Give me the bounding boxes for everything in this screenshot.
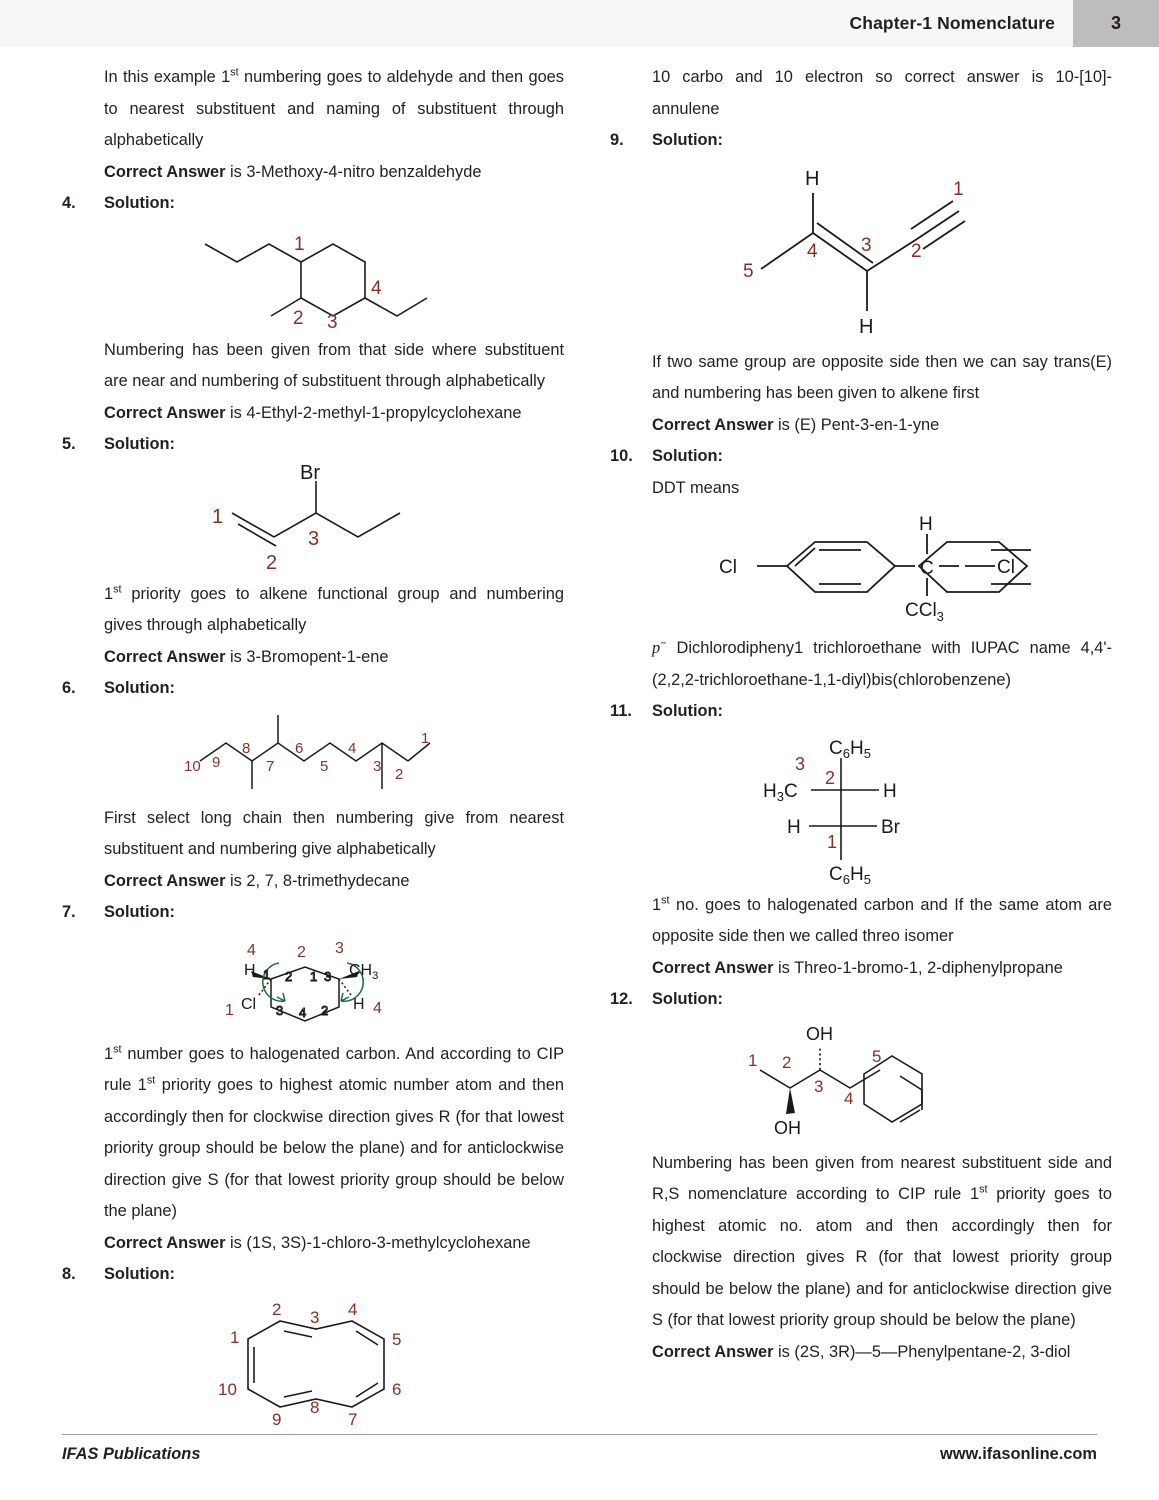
correct-answer-label: Correct Answer: [652, 958, 774, 977]
group-label-c6h5-top: $C_6H_5$: [829, 737, 871, 761]
number-label-2: 2: [782, 1052, 792, 1072]
ring-number-1b: 1: [310, 968, 318, 984]
structure-cyclohexane-4: [183, 224, 443, 329]
item-5-correct-answer: [62, 642, 564, 674]
correct-answer-text: is (2S, 3R)—5—Phenylpentane-2, 3-diol: [773, 1342, 1071, 1361]
correct-answer-text: is 2, 7, 8-trimethydecane: [225, 871, 410, 890]
number-label-5: 5: [872, 1046, 882, 1066]
atom-label-h-top: H: [919, 514, 933, 535]
number-label-4: 4: [348, 739, 357, 757]
item-number-12: 12.: [610, 990, 633, 1008]
list-item-6: [62, 673, 564, 705]
priority-label-3-right: 3: [335, 939, 344, 957]
correct-answer-text: is 3-Methoxy-4-nitro benzaldehyde: [225, 162, 482, 181]
list-item-7: [62, 897, 564, 929]
figure-9-wrap: [610, 157, 1112, 347]
ring-number-1: 1: [263, 966, 271, 982]
correct-answer-text: is (1S, 3S)-1-chloro-3-methylcyclohexane: [225, 1233, 531, 1252]
item-12-correct-answer: [610, 1337, 1112, 1369]
correct-answer-label: Correct Answer: [104, 1233, 226, 1252]
item-5-explanation: 1st priority goes to alkene functional group and numbering gives through alphabetically: [104, 583, 564, 634]
ring-label-3: 3: [327, 311, 338, 329]
item-label-12: Solution:: [652, 990, 724, 1008]
number-label-1: 1: [953, 178, 964, 200]
page-footer: [62, 1434, 1097, 1464]
priority-label-4-left: 4: [247, 941, 256, 959]
structure-chloromethylcyclohexane-cip-7: [213, 933, 413, 1033]
item-label-6: Solution:: [104, 679, 176, 697]
item-10-intro: DDT means: [652, 478, 740, 497]
ring-number-4b: 4: [299, 1004, 307, 1020]
item-number-7: 7.: [62, 903, 76, 921]
item-11-correct-answer: [610, 953, 1112, 985]
number-label-8: 8: [242, 739, 251, 757]
priority-label-4-right: 4: [373, 999, 382, 1017]
left-column: [62, 62, 564, 1429]
figure-10-wrap: [610, 504, 1112, 632]
number-label-3: 3: [308, 527, 320, 550]
item-7-explanation: 1st number goes to halogenated carbon. And according to CIP rule 1st priority goes to highest atomic number atom and then accordingly then for clockwise direction gives R (for that lowest priority group should be below the plane) and for anticlockwise direction give S (for that lowest priority group should be below the plane): [104, 1043, 564, 1220]
ring-label-1: 1: [294, 233, 305, 255]
number-label-5: 5: [392, 1329, 402, 1349]
number-label-10: 10: [218, 1379, 237, 1399]
item-10-description: [610, 632, 1112, 696]
intro-correct-answer: [62, 157, 564, 189]
priority-label-2-top: 2: [297, 943, 306, 961]
number-label-4: 4: [807, 240, 818, 262]
number-label-9: 9: [212, 753, 221, 771]
list-item-4: [62, 188, 564, 220]
number-label-6: 6: [392, 1379, 402, 1399]
structure-phenylpentanediol-12: [730, 1020, 992, 1142]
correct-answer-text: is (E) Pent-3-en-1-yne: [773, 415, 940, 434]
atom-label-br: Br: [300, 464, 320, 484]
item-8-continuation: 10 carbo and 10 electron so correct answer is 10-[10]-annulene: [652, 68, 1112, 118]
structure-pent-3-en-1-yne-9: [721, 161, 1001, 341]
atom-label-ccl3: CCl$_3$: [905, 600, 944, 624]
list-item-11: [610, 696, 1112, 728]
page-number-badge: 3: [1073, 0, 1159, 47]
correct-answer-label: Correct Answer: [652, 1342, 774, 1361]
correct-answer-label: Correct Answer: [104, 403, 226, 422]
ring-number-2: 2: [285, 968, 293, 984]
item-10-description-text: Dichlorodipheny1 trichloroethane with IUPAC name 4,4'-(2,2,2-trichloroethane-1,1-diyl)bis(chlorobenzene): [652, 639, 1112, 689]
atom-label-h-top: H: [805, 167, 820, 190]
number-label-1: 1: [421, 729, 430, 747]
number-label-1: 1: [748, 1050, 758, 1070]
item-12-explanation: Numbering has been given from nearest substituent side and R,S nomenclature according to CIP rule 1st priority goes to highest atomic no. atom and then accordingly then for clockwise direction gives R (for that lowest priority group should be below the plane) and for anticlockwise direction give S (for that lowest priority group should be below the plane): [652, 1153, 1113, 1329]
item-4-explanation: Numbering has been given from that side where substituent are near and numbering of substituent through alphabetically: [104, 340, 564, 390]
number-label-2: 2: [272, 1299, 282, 1319]
item-9-correct-answer: [610, 410, 1112, 442]
number-label-3: 3: [310, 1307, 320, 1327]
number-label-9: 9: [272, 1409, 282, 1429]
structure-10-annulene-8: [206, 1295, 420, 1435]
item-label-5: Solution:: [104, 435, 176, 453]
figure-11-wrap: [610, 728, 1112, 890]
correct-answer-text: is Threo-1-bromo-1, 2-diphenylpropane: [773, 958, 1063, 977]
number-label-2: 2: [395, 765, 404, 783]
number-label-3: 3: [814, 1076, 824, 1096]
right-column: [610, 62, 1112, 1400]
website-url: www.ifasonline.com: [940, 1445, 1097, 1463]
correct-answer-label: Correct Answer: [104, 871, 226, 890]
group-label-br: Br: [881, 816, 900, 838]
correct-answer-text: is 4-Ethyl-2-methyl-1-propylcyclohexane: [225, 403, 522, 422]
item-number-6: 6.: [62, 679, 76, 697]
item-6-explanation: First select long chain then numbering give from nearest substituent and numbering give alphabetically: [104, 808, 564, 858]
number-label-7: 7: [348, 1409, 358, 1429]
group-label-h3c: $H_3C$: [763, 780, 798, 804]
structure-bromopentene-5: [188, 465, 438, 573]
item-label-8: Solution:: [104, 1265, 176, 1283]
atom-label-oh-top: OH: [806, 1023, 833, 1044]
publisher-name: IFAS Publications: [62, 1445, 201, 1463]
number-label-3: 3: [861, 234, 872, 256]
atom-label-oh-bottom: OH: [774, 1117, 801, 1138]
figure-7-wrap: [62, 929, 564, 1039]
item-label-11: Solution:: [652, 702, 724, 720]
ring-label-2: 2: [293, 307, 304, 329]
number-label-3: 3: [373, 757, 382, 775]
figure-4-wrap: [62, 220, 564, 335]
correct-answer-text: is 3-Bromopent-1-ene: [225, 647, 389, 666]
group-label-h-upper: H: [883, 780, 897, 802]
item-number-9: 9.: [610, 131, 624, 149]
atom-label-h-left: H: [244, 961, 256, 979]
ring-number-3: 3: [276, 1002, 284, 1018]
item-label-4: Solution:: [104, 194, 176, 212]
number-label-2: 2: [825, 767, 836, 788]
item-label-9: Solution:: [652, 131, 724, 149]
item-label-10: Solution:: [652, 447, 724, 465]
p-para-italic: p: [652, 638, 661, 657]
atom-label-c-center: C: [920, 558, 934, 579]
page-header: [0, 0, 1159, 47]
group-label-h-lower: H: [787, 816, 801, 838]
ring-label-4: 4: [371, 277, 382, 299]
number-label-4: 4: [348, 1299, 358, 1319]
item-11-explanation: 1st no. goes to halogenated carbon and If the same atom are opposite side then we called threo isomer: [652, 894, 1112, 945]
figure-5-wrap: [62, 461, 564, 579]
list-item-12: [610, 984, 1112, 1016]
atom-label-cl: Cl: [241, 995, 257, 1013]
number-label-2: 2: [911, 240, 922, 262]
number-label-4: 4: [844, 1088, 854, 1108]
atom-label-h-bottom: H: [859, 315, 874, 338]
atom-label-cl-left: Cl: [719, 557, 737, 578]
ring-number-3b: 3: [324, 968, 332, 984]
list-item-8: [62, 1259, 564, 1291]
item-4-correct-answer: [62, 398, 564, 430]
item-number-4: 4.: [62, 194, 76, 212]
atom-label-ch3: $CH_3$: [349, 961, 379, 982]
number-label-5: 5: [320, 757, 329, 775]
correct-answer-label: Correct Answer: [652, 415, 774, 434]
number-label-1: 1: [827, 831, 838, 852]
p-para-sup: −: [660, 637, 667, 650]
correct-answer-label: Correct Answer: [104, 162, 226, 181]
two-column-body: [62, 62, 1113, 1429]
atom-label-h-right: H: [353, 995, 365, 1013]
number-label-8: 8: [310, 1397, 320, 1417]
item-label-7: Solution:: [104, 903, 176, 921]
item-6-correct-answer: [62, 866, 564, 898]
figure-12-wrap: [610, 1016, 1112, 1148]
item-number-8: 8.: [62, 1265, 76, 1283]
number-label-6: 6: [295, 739, 304, 757]
item-number-10: 10.: [610, 447, 633, 465]
atom-label-cl-right: Cl: [997, 557, 1015, 578]
figure-8-wrap: [62, 1291, 564, 1441]
structure-fischer-threo-11: [751, 732, 971, 884]
structure-ddt-10: [691, 508, 1031, 626]
number-label-1: 1: [230, 1327, 240, 1347]
figure-6-wrap: [62, 705, 564, 803]
number-label-10: 10: [184, 757, 201, 775]
intro-paragraph: In this example 1st numbering goes to aldehyde and then goes to nearest substituent and naming of substituent through alphabetically: [104, 66, 564, 149]
structure-trimethyldecane-6: [182, 709, 444, 797]
number-label-3: 3: [795, 753, 806, 774]
item-7-correct-answer: [62, 1228, 564, 1260]
number-label-1: 1: [212, 505, 224, 528]
item-9-explanation: If two same group are opposite side then we can say trans(E) and numbering has been given to alkene first: [652, 352, 1112, 402]
list-item-10: [610, 441, 1112, 473]
ring-number-2b: 2: [321, 1002, 329, 1018]
correct-answer-label: Correct Answer: [104, 647, 226, 666]
number-label-7: 7: [266, 757, 275, 775]
group-label-c6h5-bottom: $C_6H_5$: [829, 863, 871, 884]
list-item-5: [62, 429, 564, 461]
list-item-9: [610, 125, 1112, 157]
item-number-11: 11.: [610, 702, 632, 720]
page-title: Chapter-1 Nomenclature: [849, 13, 1055, 33]
item-number-5: 5.: [62, 435, 76, 453]
number-label-2: 2: [266, 551, 278, 573]
priority-label-1-left: 1: [225, 1001, 234, 1019]
number-label-5: 5: [743, 260, 754, 282]
